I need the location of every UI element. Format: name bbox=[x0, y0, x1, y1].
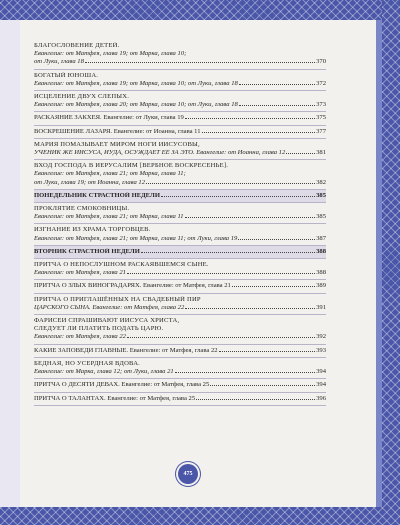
toc-entry[interactable] bbox=[34, 160, 326, 190]
entry-last-line bbox=[34, 58, 326, 66]
page-ref: 389 bbox=[316, 282, 326, 290]
toc-entry[interactable] bbox=[34, 70, 326, 91]
toc-entry[interactable] bbox=[34, 259, 326, 280]
dot-leader bbox=[219, 351, 316, 352]
entry-line: ИЗГНАНИЕ ИЗ ХРАМА ТОРГОВЦЕВ. bbox=[34, 226, 151, 234]
toc-entry[interactable] bbox=[34, 190, 326, 203]
page-ref: 385 bbox=[316, 191, 326, 199]
entry-line: БЛАГОСЛОВЕНИЕ ДЕТЕЙ. bbox=[34, 42, 120, 49]
page-ref: 381 bbox=[316, 149, 326, 157]
page-ref: 375 bbox=[316, 114, 326, 122]
entry-last-line bbox=[34, 395, 326, 403]
entry-text: ВОСКРЕШЕНИЕ ЛАЗАРЯ. Евангелие: от Иоанна, глава 11 bbox=[34, 127, 201, 135]
toc-entry[interactable] bbox=[34, 203, 326, 224]
entry-last-line bbox=[34, 179, 326, 187]
entry-text: от Луки, глава 19; от Иоанна, глава 12 bbox=[34, 178, 146, 186]
entry-line: ПРОКЛЯТИЕ СМОКОВНИЦЫ. bbox=[34, 205, 130, 213]
entry-last-line bbox=[34, 213, 326, 221]
dot-leader bbox=[146, 183, 315, 184]
page-ref: 393 bbox=[316, 346, 326, 354]
dot-leader bbox=[127, 337, 315, 338]
page-ref: 382 bbox=[316, 178, 326, 186]
entry-last-line bbox=[34, 368, 326, 376]
toc-entry[interactable] bbox=[34, 224, 326, 245]
toc-entry[interactable] bbox=[34, 294, 326, 315]
entry-line: ИСЦЕЛЕНИЕ ДВУХ СЛЕПЫХ. bbox=[34, 93, 130, 101]
entry-text: Евангелие: от Матфея, глава 21 bbox=[34, 269, 126, 277]
entry-last-line bbox=[34, 192, 326, 200]
entry-text: РАСКАЯНИЕ ЗАКХЕЯ. Евангелие: от Луки, глава 19 bbox=[34, 114, 184, 122]
table-of-contents bbox=[34, 40, 326, 406]
dot-leader bbox=[185, 308, 315, 309]
toc-entry[interactable] bbox=[34, 246, 326, 259]
entry-line: ПРИТЧА О ПРИГЛАШЁННЫХ НА СВАДЕБНЫЙ ПИР bbox=[34, 295, 201, 303]
page-number-badge: 475 bbox=[178, 464, 198, 484]
entry-line: БЕДНАЯ, НО УСЕРДНАЯ ВДОВА. bbox=[34, 359, 141, 367]
dot-leader bbox=[239, 105, 315, 106]
page-ref: 377 bbox=[316, 127, 326, 135]
dot-leader bbox=[286, 153, 315, 154]
dot-leader bbox=[127, 273, 315, 274]
page-ref: 385 bbox=[316, 213, 326, 221]
dot-leader bbox=[202, 132, 316, 133]
entry-text: ПРИТЧА О ДЕСЯТИ ДЕВАХ. Евангелие: от Матфея, глава 25 bbox=[34, 381, 210, 389]
entry-text: Евангелие: от Матфея, глава 19; от Марка, глава 10; от Луки, глава 18 bbox=[34, 79, 238, 87]
entry-last-line bbox=[34, 269, 326, 277]
ornamental-border-top bbox=[0, 0, 400, 20]
entry-text: от Луки, глава 18 bbox=[34, 58, 84, 66]
entry-line: ВХОД ГОСПОДА В ИЕРУСАЛИМ [ВЕРБНОЕ ВОСКРЕСЕНЬЕ]. bbox=[34, 162, 229, 170]
page-ref: 394 bbox=[316, 368, 326, 376]
toc-entry[interactable] bbox=[34, 315, 326, 345]
entry-line: СЛЕДУЕТ ЛИ ПЛАТИТЬ ПОДАТЬ ЦАРЮ. bbox=[34, 325, 164, 333]
toc-entry[interactable] bbox=[34, 393, 326, 406]
dot-leader bbox=[185, 118, 315, 119]
toc-entry[interactable] bbox=[34, 40, 326, 70]
dot-leader bbox=[141, 252, 315, 253]
page-ref: 394 bbox=[316, 381, 326, 389]
toc-entry[interactable] bbox=[34, 139, 326, 160]
entry-line: ПРИТЧА О НЕПОСЛУШНОМ РАСКАЯВШЕМСЯ СЫНЕ. bbox=[34, 261, 209, 269]
ornamental-border-bottom bbox=[0, 507, 400, 525]
page-ref: 392 bbox=[316, 333, 326, 341]
entry-last-line bbox=[34, 248, 326, 256]
dot-leader bbox=[239, 84, 315, 85]
entry-text: УЧЕНИК ЖЕ ИИСУСА, ИУДА, ОСУЖДАЕТ ЕЁ ЗА ЭТО. Евангелие: от Иоанна, глава 12 bbox=[34, 149, 286, 157]
border-strip bbox=[376, 20, 382, 507]
dot-leader bbox=[196, 399, 315, 400]
page-ref: 391 bbox=[316, 303, 326, 311]
dot-leader bbox=[238, 239, 315, 240]
entry-text: ЦАРСКОГО СЫНА. Евангелие: от Матфея, глава 22 bbox=[34, 303, 185, 311]
entry-text: Евангелие: от Марка, глава 12; от Луки, глава 21 bbox=[34, 368, 174, 376]
entry-last-line bbox=[34, 381, 326, 389]
dot-leader bbox=[161, 196, 315, 197]
toc-entry[interactable] bbox=[34, 126, 326, 139]
entry-text: Евангелие: от Матфея, глава 22 bbox=[34, 333, 126, 341]
dot-leader bbox=[210, 385, 315, 386]
entry-text: ПРИТЧА О ТАЛАНТАХ. Евангелие: от Матфея, глава 25 bbox=[34, 394, 196, 402]
entry-last-line bbox=[34, 149, 326, 157]
entry-line: Евангелие: от Матфея, глава 21; от Марка, глава 11; bbox=[34, 170, 186, 178]
dot-leader bbox=[232, 286, 315, 287]
entry-last-line bbox=[34, 347, 326, 355]
ornamental-border-right bbox=[382, 0, 400, 525]
entry-last-line bbox=[34, 282, 326, 290]
entry-line: ФАРИСЕИ СПРАШИВАЮТ ИИСУСА ХРИСТА, bbox=[34, 317, 180, 325]
entry-text: КАКИЕ ЗАПОВЕДИ ГЛАВНЫЕ. Евангелие: от Матфея, глава 22 bbox=[34, 346, 218, 354]
entry-line: Евангелие: от Матфея, глава 19; от Марка, глава 10; bbox=[34, 50, 187, 58]
page-ref: 388 bbox=[316, 247, 326, 255]
page-ref: 372 bbox=[316, 79, 326, 87]
toc-entry[interactable] bbox=[34, 345, 326, 358]
entry-text: Евангелие: от Матфея, глава 21; от Марка, глава 11 bbox=[34, 213, 184, 221]
page-ref: 396 bbox=[316, 394, 326, 402]
dot-leader bbox=[185, 217, 316, 218]
entry-last-line bbox=[34, 304, 326, 312]
page-ref: 387 bbox=[316, 234, 326, 242]
entry-last-line bbox=[34, 114, 326, 122]
toc-entry[interactable] bbox=[34, 280, 326, 293]
page-ref: 373 bbox=[316, 101, 326, 109]
entry-last-line bbox=[34, 128, 326, 136]
entry-text: Евангелие: от Матфея, глава 21; от Марка, глава 11; от Луки, глава 19 bbox=[34, 234, 238, 242]
entry-last-line bbox=[34, 80, 326, 88]
entry-last-line bbox=[34, 235, 326, 243]
page-ref: 388 bbox=[316, 269, 326, 277]
toc-entry[interactable] bbox=[34, 91, 326, 112]
dot-leader bbox=[175, 372, 315, 373]
entry-text: Евангелие: от Матфея, глава 20; от Марка, глава 10; от Луки, глава 18 bbox=[34, 101, 238, 109]
entry-last-line bbox=[34, 333, 326, 341]
toc-entry[interactable] bbox=[34, 379, 326, 392]
entry-text: ПОНЕДЕЛЬНИК СТРАСТНОЙ НЕДЕЛИ bbox=[34, 191, 160, 199]
toc-entry[interactable] bbox=[34, 358, 326, 379]
dot-leader bbox=[85, 62, 315, 63]
entry-text: ВТОРНИК СТРАСТНОЙ НЕДЕЛИ bbox=[34, 247, 140, 255]
entry-text: ПРИТЧА О ЗЛЫХ ВИНОГРАДАРЯХ. Евангелие: от Матфея, глава 21 bbox=[34, 282, 231, 290]
page-ref: 370 bbox=[316, 58, 326, 66]
toc-entry[interactable] bbox=[34, 112, 326, 125]
entry-line: МАРИЯ ПОМАЗЫВАЕТ МИРОМ НОГИ ИИСУСОВЫ, bbox=[34, 140, 200, 148]
entry-line: БОГАТЫЙ ЮНОША. bbox=[34, 71, 99, 79]
entry-last-line bbox=[34, 101, 326, 109]
